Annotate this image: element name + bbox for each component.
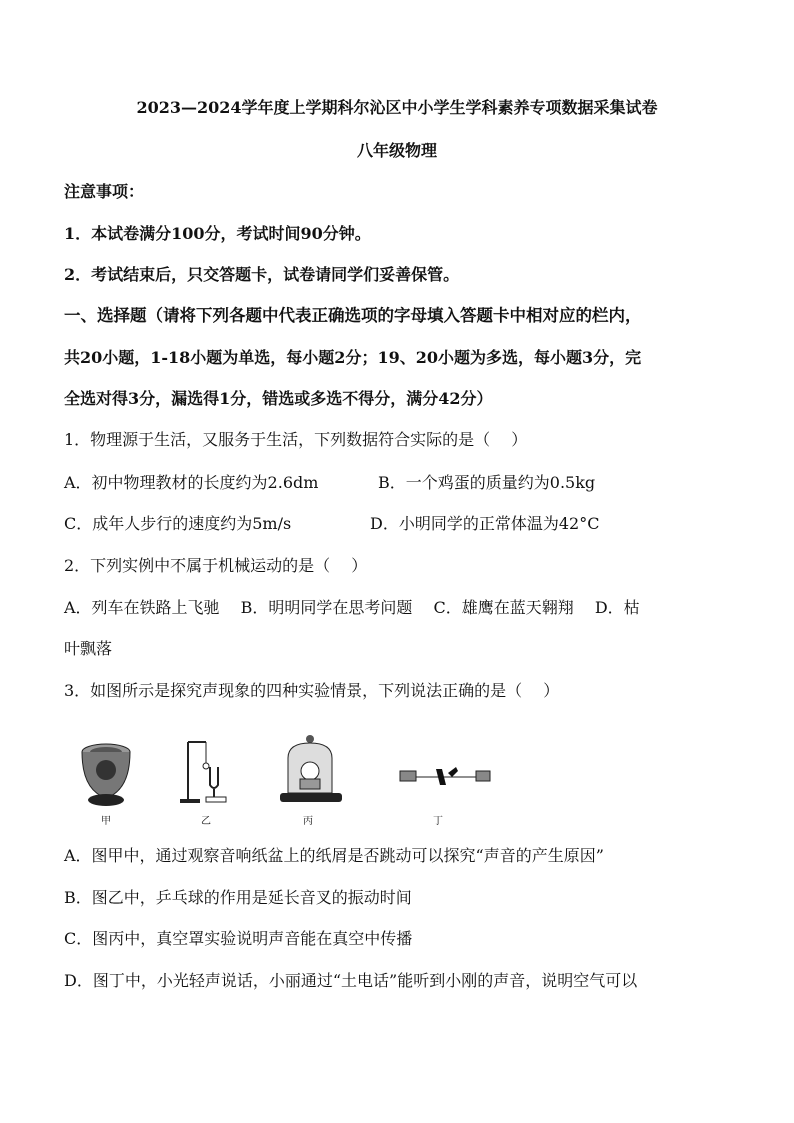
figure-label: 丁 (433, 816, 443, 827)
exam-subtitle: 八年级物理 (356, 141, 437, 160)
options-row: A．列车在铁路上飞驰 B．明明同学在思考问题 C．雄鹰在蓝天翱翔 D．枯 (64, 598, 640, 617)
exam-title: 2023—2024学年度上学期科尔沁区中小学生学科素养专项数据采集试卷 (136, 98, 658, 117)
section-instruction: 一、选择题（请将下列各题中代表正确选项的字母填入答题卡中相对应的栏内， (64, 306, 642, 325)
option-c: C．图丙中，真空罩实验说明声音能在真空中传播 (64, 929, 413, 948)
speaker-figure (76, 740, 136, 810)
option-a: A．初中物理教材的长度约为2.6dm (64, 473, 319, 492)
figure-label: 甲 (101, 816, 111, 827)
option-b: B．一个鸡蛋的质量约为0.5kg (378, 473, 596, 492)
option-d: D．图丁中，小光轻声说话，小丽通过“土电话”能听到小刚的声音，说明空气可以 (64, 971, 638, 990)
figure-label: 乙 (201, 816, 211, 827)
section-instruction: 共20小题，1-18小题为单选，每小题2分；19、20小题为多选，每小题3分，完 (64, 348, 642, 367)
option-a: A．图甲中，通过观察音响纸盆上的纸屑是否跳动可以探究“声音的产生原因” (64, 846, 604, 865)
option-continuation: 叶飘落 (64, 639, 113, 658)
question-stem: 1．物理源于生活，又服务于生活，下列数据符合实际的是（ ） (64, 430, 528, 449)
option-b: B．图乙中，乒乓球的作用是延长音叉的振动时间 (64, 888, 412, 907)
notice-item: 1．本试卷满分100分，考试时间90分钟。 (64, 224, 371, 243)
tuning-fork-figure (178, 737, 238, 807)
notice-heading: 注意事项： (64, 182, 145, 201)
string-telephone-figure (398, 765, 493, 795)
section-instruction: 全选对得3分，漏选得1分，错选或多选不得分，满分42分） (64, 389, 493, 408)
option-c: C．成年人步行的速度约为5m/s (64, 514, 292, 533)
figure-label: 丙 (303, 816, 313, 827)
notice-item: 2．考试结束后，只交答题卡，试卷请同学们妥善保管。 (64, 265, 460, 284)
option-d: D．小明同学的正常体温为42°C (370, 514, 600, 533)
bell-jar-figure (278, 733, 348, 808)
question-stem: 3．如图所示是探究声现象的四种实验情景，下列说法正确的是（ ） (64, 681, 560, 700)
question-stem: 2．下列实例中不属于机械运动的是（ ） (64, 556, 368, 575)
